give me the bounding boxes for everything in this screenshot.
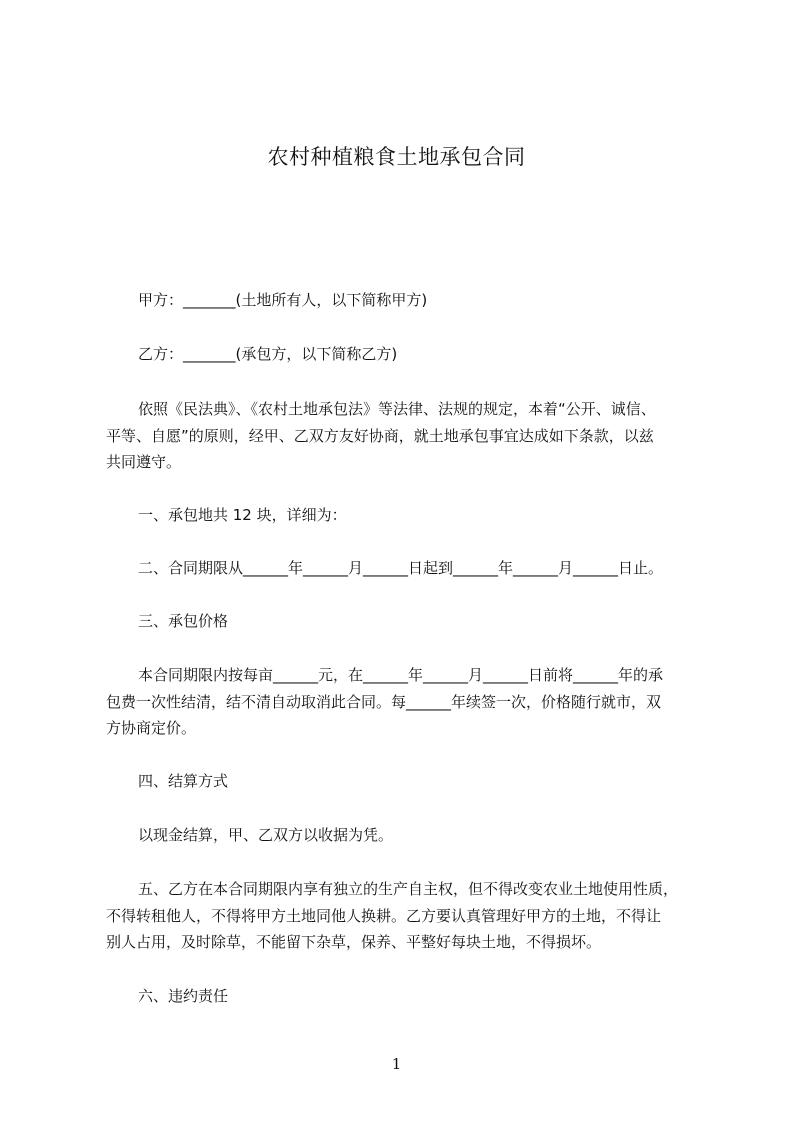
- clause-3-heading: 三、承包价格: [138, 612, 229, 630]
- clause-3-line-2: 包费一次性结清，结不清自动取消此合同。每______年续签一次，价格随行就市，双: [106, 692, 662, 711]
- document-title: 农村种植粮食土地承包合同: [267, 145, 526, 169]
- clause-5-paragraph: [106, 876, 706, 956]
- preamble-line-2: 平等、自愿”的原则，经甲、乙双方友好协商，就土地承包事宜达成如下条款，以兹: [106, 426, 654, 445]
- preamble-paragraph: [106, 396, 706, 476]
- clause-4-heading: 四、结算方式: [138, 772, 229, 790]
- preamble-line-1: 依照《民法典》、《农村土地承包法》等法律、法规的规定，本着“公开、诚信、: [138, 400, 656, 418]
- clause-2: 二、合同期限从______年______月______日起到______年______月______日止。: [138, 559, 664, 577]
- page-number: 1: [391, 1055, 402, 1073]
- party-a-line: 甲方：_______(土地所有人，以下简称甲方): [138, 291, 428, 309]
- preamble-line-3: 共同遵守。: [106, 453, 182, 471]
- clause-5-line-1: 五、乙方在本合同期限内享有独立的生产自主权，但不得改变农业土地使用性质，: [138, 880, 679, 898]
- clause-5-line-3: 别人占用，及时除草，不能留下杂草，保养、平整好每块土地，不得损坏。: [106, 933, 602, 951]
- clause-4-body: 以现金结算，甲、乙双方以收据为凭。: [138, 826, 394, 844]
- clause-6-heading: 六、违约责任: [138, 987, 229, 1005]
- clause-3-line-3: 方协商定价。: [106, 719, 197, 737]
- clause-3-line-1: 本合同期限内按每亩______元，在______年______月______日前将______年的承: [138, 666, 664, 684]
- party-b-line: 乙方：_______(承包方，以下简称乙方): [138, 345, 398, 363]
- clause-1: 一、承包地共 12 块，详细为：: [138, 506, 347, 524]
- clause-5-line-2: 不得转租他人，不得将甲方土地同他人换耕。乙方要认真管理好甲方的土地，不得让: [106, 906, 662, 925]
- clause-3-body: [106, 662, 706, 742]
